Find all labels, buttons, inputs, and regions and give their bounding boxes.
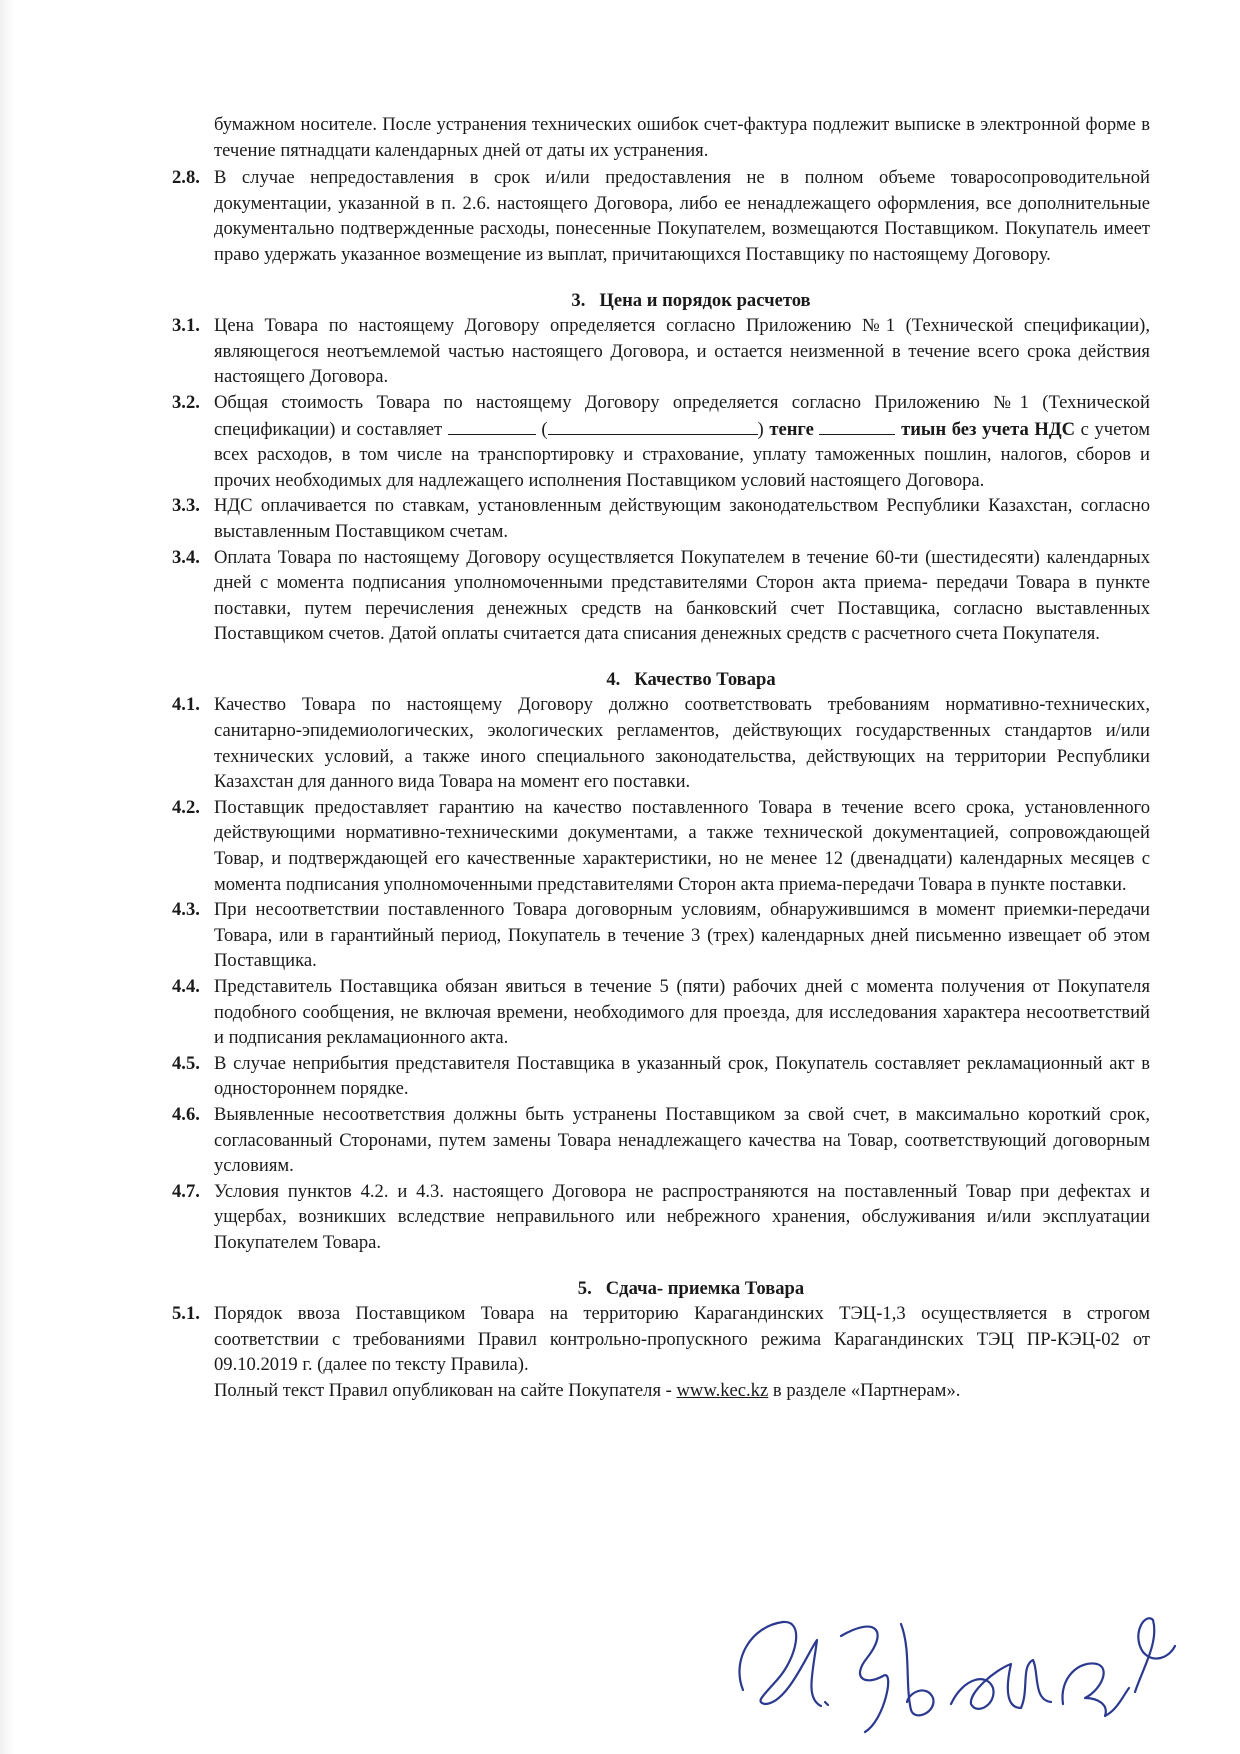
signature-stroke: [901, 1624, 933, 1715]
clause-text: В случае непредоставления в срок и/или предоставления не в полном объеме товаросопроводительной документации, указанной в п. 2.6. настоящего Договора, либо ее ненадлежащего оформления, все дополнительные документально подтвержденные расходы, понесенные Покупателем, возмещаются Поставщиком. Покупатель имеет право удержать указанное возмещение из выплат, причитающихся Поставщику по настоящему Договору.: [214, 167, 1150, 265]
section-title: Сдача- приемка Товара: [605, 1277, 805, 1299]
clause-text: Цена Товара по настоящему Договору определяется согласно Приложению №1 (Технической спецификации), являющегося неотъемлемой частью настоящего Договора, и остается неизменной в течение всего срока действия настоящего Договора.: [214, 315, 1150, 388]
clause-3-2: [172, 390, 1150, 493]
section-number: 3.: [571, 289, 586, 311]
clause-number: 4.4.: [172, 976, 200, 997]
paren-close: ): [757, 418, 764, 440]
clause-text: Оплата Товара по настоящему Договору осуществляется Покупателем в течение 60-ти (шестидесяти) календарных дней с момента подписания уполномоченными представителями Сторон акта приема- передачи Товара в пункте поставки, путем перечисления денежных средств на банковский счет Поставщика, согласно выставленных Поставщиком счетов. Датой оплаты считается дата списания денежных средств с расчетного счета Покупателя.: [214, 546, 1150, 645]
clause-4-6: [172, 1102, 1150, 1179]
clause-text-part: Общая стоимость Товара по настоящему Договору определяется согласно Приложению №1 (Технической спецификации) и составляет: [214, 391, 1150, 440]
clause-number: 4.3.: [172, 899, 200, 921]
clause-number: 3.3.: [172, 495, 200, 517]
clause-number: 4.1.: [172, 694, 200, 716]
currency-tenge: тенге: [769, 418, 814, 440]
section-title: Качество Товара: [634, 668, 776, 690]
clause-number: 4.5.: [172, 1052, 200, 1074]
clause-5-1: [172, 1301, 1150, 1378]
section-heading-5: [172, 1276, 1150, 1302]
clause-number: 5.1.: [172, 1303, 200, 1325]
section-number: 4.: [606, 668, 621, 690]
clause-text: Выявленные несоответствия должны быть устранены Поставщиком за свой счет, в максимально короткий срок, согласованный Сторонами, путем замены Товара ненадлежащего качества на Товар, соответствующий договорным условиям.: [214, 1103, 1150, 1177]
note-text: в разделе «Партнерам».: [772, 1379, 961, 1401]
section-title: Цена и порядок расчетов: [599, 289, 811, 311]
clause-text: НДС оплачивается по ставкам, установленным действующим законодательством Республики Казахстан, согласно выставленным Поставщиком счетам.: [214, 495, 1150, 542]
handwritten-signatures-icon: [725, 1580, 1185, 1740]
clause-4-7: [172, 1179, 1150, 1256]
clause-text: Условия пунктов 4.2. и 4.3. настоящего Договора не распространяются на поставленный Товар при дефектах и ущербах, возникших вследствие неправильного или небрежного хранения, обслуживания и/или эксплуатации Покупателем Товара.: [214, 1180, 1150, 1253]
section-heading-3: [172, 288, 1150, 314]
clause-number: 4.7.: [172, 1180, 200, 1202]
rules-publication-note: [172, 1378, 1150, 1404]
clause-text: При несоответствии поставленного Товара договорным условиям, обнаружившимся в момент приемки-передачи Товара, или в гарантийный период, Покупатель в течение 3 (трех) календарных дней письменно извещает об этом Поставщика.: [214, 899, 1150, 972]
paren-open: (: [541, 418, 548, 440]
amount-words-blank[interactable]: [548, 416, 758, 435]
signature-stroke: [739, 1622, 821, 1706]
clause-number: 2.8.: [172, 167, 200, 189]
clause-text-part: с учетом всех расходов, в том числе на транспортировку и страхование, уплату таможенных пошлин, налогов, сборов и прочих необходимых для надлежащего исполнения Поставщиком условий настоящего Договора.: [214, 418, 1150, 491]
clause-3-3: [172, 493, 1150, 544]
clause-text: [214, 390, 1150, 493]
document-body: [172, 112, 1150, 1406]
signature-stroke: [1062, 1663, 1129, 1716]
tiyn-blank[interactable]: [819, 416, 895, 435]
clause-text: В случае неприбытия представителя Поставщика в указанный срок, Покупатель составляет рекламационный акт в одностороннем порядке.: [214, 1052, 1150, 1100]
clause-4-4: [172, 974, 1150, 1051]
clause-3-4: [172, 545, 1150, 647]
clause-4-1: [172, 692, 1150, 794]
clause-3-1: [172, 313, 1150, 390]
clause-text: Представитель Поставщика обязан явиться в течение 5 (пяти) рабочих дней с момента получения от Покупателя подобного сообщения, не включая времени, необходимого для проезда, для исследования характера несоответствий и подписания рекламационного акта.: [214, 976, 1150, 1049]
amount-blank[interactable]: [448, 416, 536, 435]
signature-stroke: [951, 1660, 1051, 1709]
section-heading-4: [172, 667, 1150, 693]
clause-2-8: [172, 165, 1150, 267]
signature-stroke: [825, 1702, 828, 1705]
clause-number: 3.4.: [172, 546, 200, 568]
note-text: Полный текст Правил опубликован на сайте Покупателя -: [214, 1379, 672, 1401]
clause-4-3: [172, 897, 1150, 974]
signature-stroke: [841, 1627, 888, 1732]
clause-number: 4.2.: [172, 796, 200, 818]
section-number: 5.: [577, 1277, 592, 1299]
clause-text: Порядок ввоза Поставщиком Товара на территорию Карагандинских ТЭЦ-1,3 осуществляется в строгом соответствии с требованиями Правил контрольно-пропускного режима Карагандинских ТЭЦ ПР-КЭЦ-02 от 09.10.2019 г. (далее по тексту Правила).: [214, 1303, 1150, 1376]
website-link[interactable]: www.kec.kz: [676, 1379, 769, 1401]
continuation-paragraph: бумажном носителе. После устранения технических ошибок счет-фактура подлежит выписке в электронной форме в течение пятнадцати календарных дней от даты их устранения.: [214, 114, 1150, 161]
clause-number: 3.2.: [172, 391, 200, 413]
clause-text: Качество Товара по настоящему Договору должно соответствовать требованиям нормативно-технических, санитарно-эпидемиологических, экологических регламентов, действующих государственных стандартов и/или технических условий, а также иного специального законодательства, действующих на территории Республики Казахстан для данного вида Товара на момент его поставки.: [214, 694, 1150, 793]
clause-4-5: [172, 1051, 1150, 1102]
clause-number: 3.1.: [172, 315, 200, 337]
clause-number: 4.6.: [172, 1103, 200, 1125]
signature-stroke: [1135, 1618, 1175, 1692]
tiyn-no-vat: тиын без учета НДС: [901, 418, 1076, 440]
scan-edge: [0, 0, 14, 1754]
clause-text: Поставщик предоставляет гарантию на качество поставленного Товара в течение всего срока, установленного действующими нормативно-техническими документами, а также технической документацией, сопровождающей Товар, и подтверждающей его качественные характеристики, но не менее 12 (двенадцати) календарных месяцев с момента подписания уполномоченными представителями Сторон акта приема-передачи Товара в пункте поставки.: [214, 796, 1150, 895]
clause-4-2: [172, 795, 1150, 897]
